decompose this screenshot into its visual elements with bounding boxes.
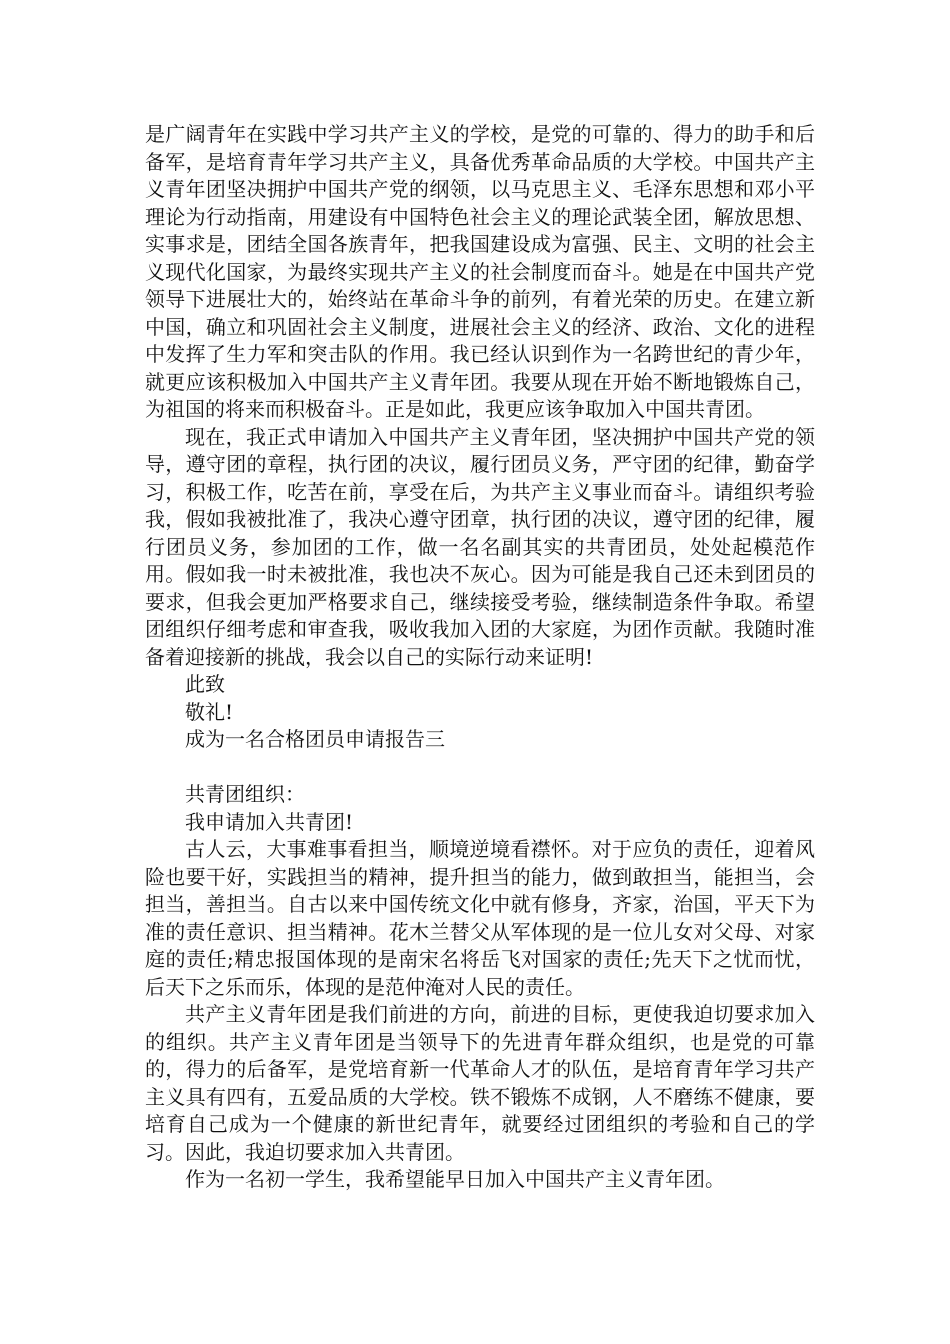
opening-line: 我申请加入共青团! <box>185 809 354 834</box>
salutation: 共青团组织： <box>185 782 305 806</box>
paragraph: 现在，我正式申请加入中国共产主义青年团，坚决拥护中国共产党的领导，遵守团的章程，执行团的决议，履行团员义务，严守团的纪律，勤奋学习，积极工作，吃苦在前，享受在后，为共产主义事业而奋斗。请组织考验我，假如我被批准了，我决心遵守团章，执行团的决议，遵守团的纪律，履行团员义务，参加团的工作，做一名名副其实的共青团员，处处起模范作用。假如我一时未被批准，我也决不灰心。因为可能是我自己还未到团员的要求，但我会更加严格要求自己，继续接受考验，继续制造条件争取。希望团组织仔细考虑和审查我，吸收我加入团的大家庭，为团作贡献。我随时准备着迎接新的挑战，我会以自己的实际行动来证明! <box>145 424 815 669</box>
paragraph: 作为一名初一学生，我希望能早日加入中国共产主义青年团。 <box>185 1167 725 1191</box>
paragraph: 是广阔青年在实践中学习共产主义的学校，是党的可靠的、得力的助手和后备军，是培育青年学习共产主义，具备优秀革命品质的大学校。中国共产主义青年团坚决拥护中国共产党的纲领，以马克思主义、毛泽东思想和邓小平理论为行动指南，用建设有中国特色社会主义的理论武装全团，解放思想、实事求是，团结全国各族青年，把我国建设成为富强、民主、文明的社会主义现代化国家，为最终实现共产主义的社会制度而奋斗。她是在中国共产党领导下进展壮大的，始终站在革命斗争的前列，有着光荣的历史。在建立新中国，确立和巩固社会主义制度，进展社会主义的经济、政治、文化的进程中发挥了生力军和突击队的作用。我已经认识到作为一名跨世纪的青少年，就更应该积极加入中国共产主义青年团。我要从现在开始不断地锻炼自己，为祖国的将来而积极奋斗。正是如此，我更应该争取加入中国共青团。 <box>145 122 815 421</box>
document-body <box>145 121 815 1194</box>
paragraph: 古人云，大事难事看担当，顺境逆境看襟怀。对于应负的责任，迎着风险也要干好，实践担当的精神，提升担当的能力，做到敢担当，能担当，会担当，善担当。自古以来中国传统文化中就有修身，齐家，治国，平天下为准的责任意识、担当精神。花木兰替父从军体现的是一位儿女对父母、对家庭的责任;精忠报国体现的是南宋名将岳飞对国家的责任;先天下之忧而忧，后天下之乐而乐，体现的是范仲淹对人民的责任。 <box>145 837 815 999</box>
closing-line: 敬礼! <box>185 699 234 724</box>
paragraph: 共产主义青年团是我们前进的方向，前进的目标，更使我迫切要求加入的组织。共产主义青年团是当领导下的先进青年群众组织，也是党的可靠的，得力的后备军，是党培育新一代革命人才的队伍，是培育青年学习共产主义具有四有，五爱品质的大学校。铁不锻炼不成钢，人不磨练不健康，要培育自己成为一个健康的新世纪青年，就要经过团组织的考验和自己的学习。因此，我迫切要求加入共青团。 <box>145 1002 815 1164</box>
section-title: 成为一名合格团员申请报告三 <box>185 727 445 751</box>
closing-line: 此致 <box>185 672 225 696</box>
blank-line <box>145 754 815 782</box>
